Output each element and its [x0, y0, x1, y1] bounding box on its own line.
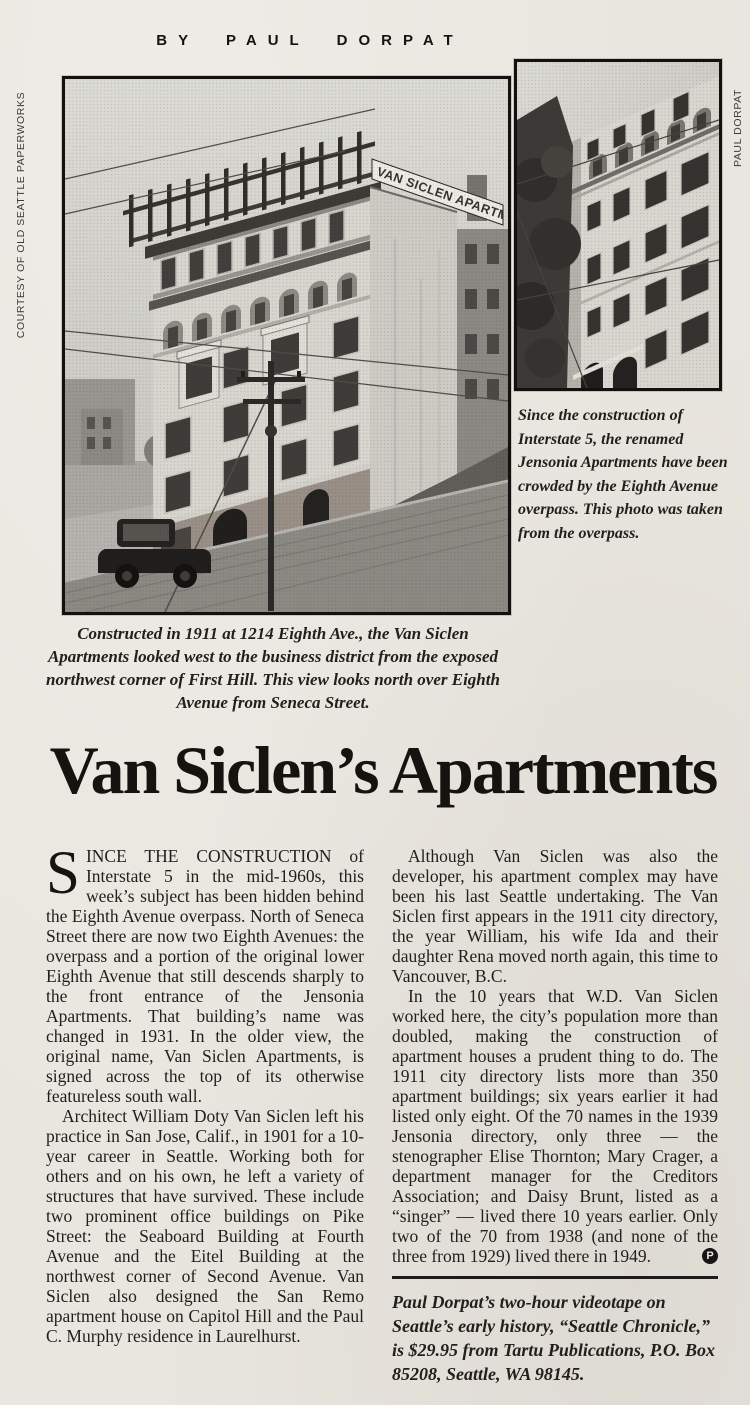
footer-note: Paul Dorpat’s two-hour videotape on Seattle’s early history, “Seattle Chronicle,” is $29.95 from Tartu Publications, P.O. Box 85208, Seattle, WA 98145. [392, 1292, 716, 1384]
end-of-story-icon: P [702, 1248, 718, 1264]
paragraph-text: INCE THE CONSTRUCTION of Interstate 5 in the mid-1960s, this week’s subject has been hidden behind the Eighth Avenue overpass. North of Seneca Street there are now two Eighth Avenues: the overpass and a portion of the original lower Eighth Avenue that still descends sharply to the front entrance of the Jensonia Apartments. That building’s name was changed in 1931. In the older view, the original name, Van Siclen Apartments, is signed across the top of its otherwise featureless south wall. [46, 846, 364, 1106]
body-paragraph: Architect William Doty Van Siclen left his practice in San Jose, Calif., in 1901 for a 10-year career in Seattle. Working both for others and on his own, he left a variety of structures that have survived. These include two prominent office buildings on Pike Street: the Seaboard Building at Fourth Avenue and the Eitel Building at the northwest corner of Second Avenue. Van Siclen also designed the San Remo apartment house on Capitol Hill and the Paul C. Murphy residence in Laurelhurst. [46, 1106, 364, 1346]
main-photo-illustration [65, 79, 508, 612]
byline: BY PAUL DORPAT [156, 32, 464, 49]
secondary-photo-caption: Since the construction of Interstate 5, the renamed Jensonia Apartments have been crowded by the Eighth Avenue overpass. This photo was taken from the overpass. [518, 407, 728, 542]
body-paragraph [46, 840, 364, 1106]
photo-credit-left: COURTESY OF OLD SEATTLE PAPERWORKS [15, 91, 27, 339]
drop-cap: S [46, 840, 80, 907]
halftone-overlay [517, 62, 719, 388]
footer-divider [392, 1276, 718, 1279]
article-column-left [46, 840, 364, 1346]
body-paragraph: Although Van Siclen was also the developer, his apartment complex may have been his last Seattle undertaking. The Van Siclen first appears in the 1911 city directory, the year William, his wife Ida and their daughter Rena moved north again, this time to Vancouver, B.C. [392, 846, 718, 986]
body-paragraph: In the 10 years that W.D. Van Siclen worked here, the city’s population more than doubled, making the construction of apartment houses a prudent thing to do. The 1911 city directory lists more than 350 apartment buildings; six years earlier it had listed only eight. Of the 70 names in the 1939 Jensonia directory, only three — the stenographer Elise Thornton; Mary Crager, a department manager for the Creditors Association; and Daisy Brunt, listed as a “singer” — lived there 10 years earlier. Only two of the 70 from 1938 (and none of the three from 1929) lived there in 1949. [392, 986, 718, 1266]
secondary-photo [514, 59, 722, 391]
headline: Van Siclen’s Apartments [49, 732, 717, 808]
halftone-overlay [65, 79, 508, 612]
photo-credit-right: PAUL DORPAT [732, 89, 744, 167]
secondary-photo-illustration [517, 62, 719, 388]
main-photo-caption: Constructed in 1911 at 1214 Eighth Ave., the Van Siclen Apartments looked west to the business district from the exposed northwest corner of First Hill. This view looks north over Eighth Avenue from Seneca Street. [46, 624, 500, 712]
main-photo [62, 76, 511, 615]
article-column-right [392, 846, 718, 1386]
last-paragraph-wrap [392, 986, 718, 1266]
